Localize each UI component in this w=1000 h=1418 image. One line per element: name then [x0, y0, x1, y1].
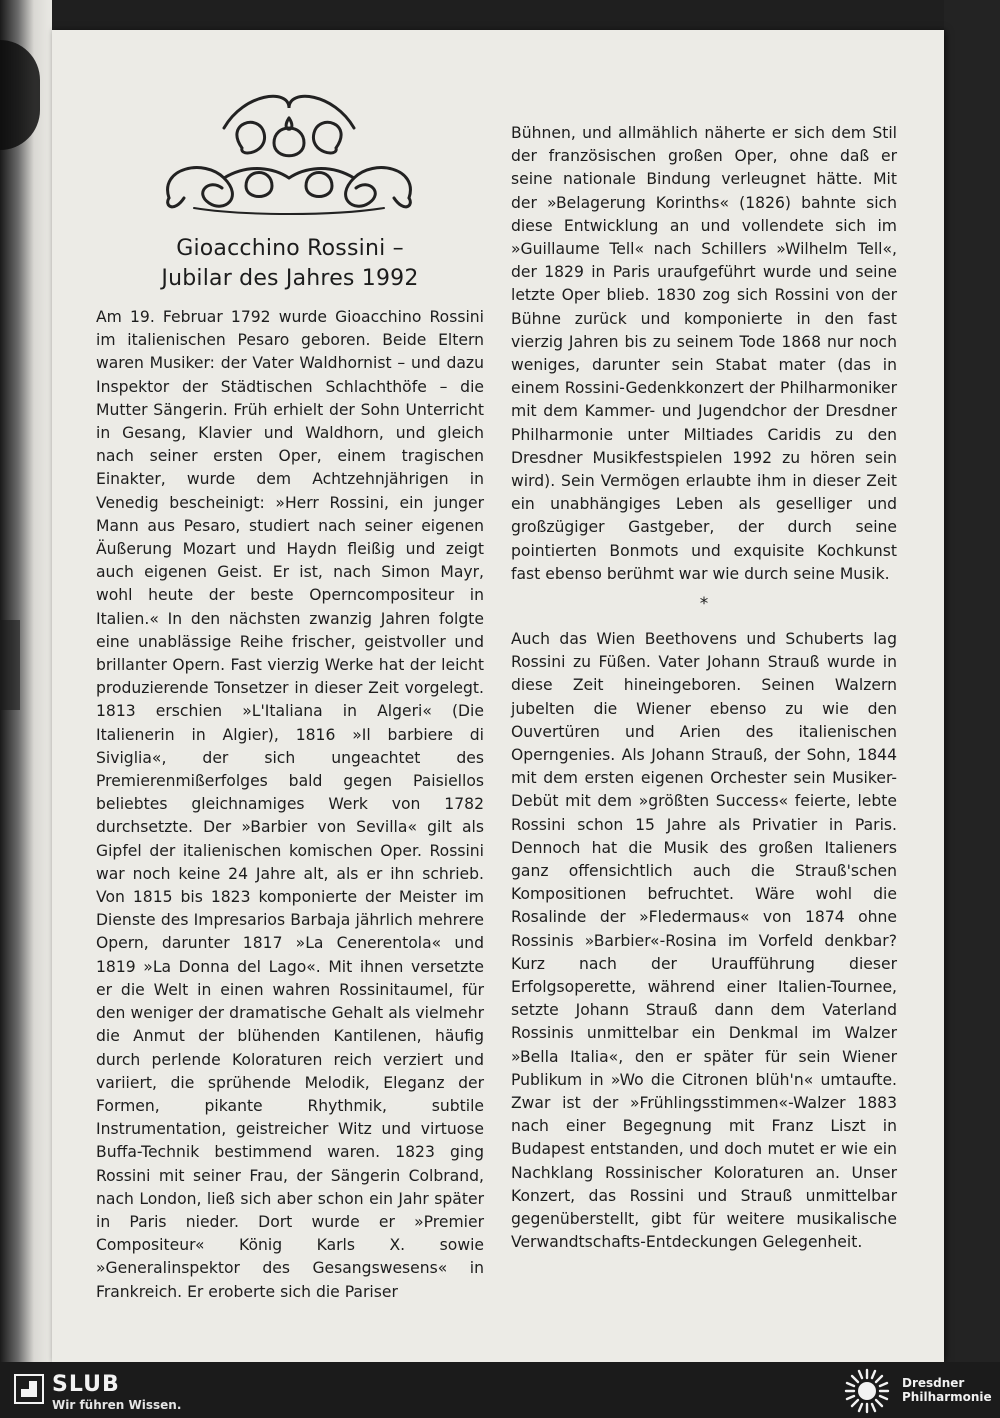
sunburst-logo-icon[interactable]: [842, 1366, 892, 1416]
scan-right-edge: [944, 0, 1000, 1362]
title-line: Jubilar des Jahres 1992: [161, 266, 419, 291]
title-line: Gioacchino Rossini –: [176, 236, 404, 261]
slub-logo-icon[interactable]: [14, 1374, 44, 1404]
dresdner-philharmonie-label[interactable]: [902, 1376, 992, 1404]
slub-name[interactable]: SLUB: [52, 1372, 120, 1397]
left-column-text: Am 19. Februar 1792 wurde Gioacchino Rossini im italienischen Pesaro geboren. Beide Eltern waren Musiker: der Vater Waldhornist – und dazu Inspektor der Städtischen Schlachthöfe – die Mutter Sängerin. Früh erhielt der Sohn Unterricht in Gesang, Klavier und Waldhorn, und gleich nach seiner ersten Oper, einem tragischen Einakter, wurde dem Achtzehnjährigen in Venedig bescheinigt: »Herr Rossini, ein junger Mann aus Pesaro, studiert nach seiner eigenen Äußerung Mozart und Haydn fleißig und zeigt auch eigenen Geist. Er ist, nach Simon Mayr, wohl heute der beste Operncompositeur in Italien.« In den nächsten zwanzig Jahren folgte eine unablässige Reihe frischer, geistvoller und brillanter Opern. Fast vierzig Werke hat der leicht produzierende Tonsetzer in dieser Zeit vorgelegt. 1813 erschien »L'Italiana in Algeri« (Die Italienerin in Algier), 1816 »Il barbiere di Siviglia«, der sich ungeachtet des Premierenmißerfolges bald gegen Paisiellos beliebtes gleichnamiges Werk von 1782 durchsetzte. Der »Barbier von Sevilla« gilt als Gipfel der italienischen komischen Oper. Rossini war noch keine 24 Jahre alt, als er ihn schrieb. Von 1815 bis 1823 komponierte der Meister im Dienste des Impresarios Barbaja jährlich mehrere Opern, darunter 1817 »La Cenerentola« und 1819 »La Donna del Lago«. Mit ihnen versetzte er die Welt in einen wahren Rossinitaumel, für den weniger der dramatische Gehalt als vielmehr die Anmut der blühenden Kantilenen, häufig durch perlende Koloraturen reich verziert und variiert, die sprühende Melodik, Eleganz der Formen, pikante Rhythmik, subtile Instrumentation, geistreicher Witz und virtuose Buffa-Technik bestimmend waren. 1823 ging Rossini mit seiner Frau, der Sängerin Colbrand, nach London, ließ sich aber schon ein Jahr später in Paris nieder. Dort wurde er »Premier Compositeur« König Karls X. sowie »Generalinspektor des Gesangswesens« in Frankreich. Er eroberte sich die Pariser: [96, 308, 484, 1301]
section-separator: *: [699, 594, 709, 614]
decorative-scroll-ornament-icon: [164, 88, 414, 218]
scan-shadow: [0, 620, 20, 710]
document-page: [52, 30, 944, 1362]
footer-bar: [0, 1362, 1000, 1418]
right-column-text-bottom: Auch das Wien Beethovens und Schuberts lag Rossini zu Füßen. Vater Johann Strauß wurde in diese Zeit hineingeboren. Seinen Walzern jubelten die Wiener ebenso zu wie den Ouvertüren und Arien des italienischen Operngenies. Als Johann Strauß, der Sohn, 1844 mit dem ersten eigenen Orchester sein Musiker-Debüt mit dem »größten Success« feierte, lebte Rossini schon 15 Jahre als Privatier in Paris. Dennoch hat die Musik des großen Italieners ganz offensichtlich auch die Strauß'schen Kompositionen befruchtet. Wäre wohl die Rosalinde der »Fledermaus« von 1874 ohne Rossinis »Barbier«-Rosina im Vorfeld denkbar? Kurz nach der Uraufführung dieser Erfolgsoperette, während einer Italien-Tournee, setzte Johann Strauß dann dem Vaterland Rossinis unmittelbar ein Denkmal im Walzer »Bella Italia«, den er später für sein Wiener Publikum in »Wo die Citronen blüh'n« umtaufte. Zwar ist der »Frühlingsstimmen«-Walzer 1883 nach einer Begegnung mit Franz Liszt in Budapest entstanden, und doch mutet er wie ein Nachklang Rossinischer Koloraturen an. Unser Konzert, das Rossini und Strauß unmittelbar gegenüberstellt, gibt für weitere musikalische Verwandtschafts-Entdeckungen Gelegenheit.: [511, 630, 897, 1252]
slub-tagline: Wir führen Wissen.: [52, 1398, 182, 1412]
dp-line: Dresdner: [902, 1376, 965, 1390]
article-title: [140, 234, 440, 294]
scan-shadow: [0, 40, 40, 150]
dp-line: Philharmonie: [902, 1390, 992, 1404]
right-column-text-top: Bühnen, und allmählich näherte er sich dem Stil der französischen großen Oper, ohne daß er seine nationale Bindung verleugnet hätte. Mit der »Belagerung Korinths« (1826) bahnte sich diese Entwicklung an und vollendete sich im »Guillaume Tell« nach Schillers »Wilhelm Tell«, der 1829 in Paris uraufgeführt wurde und seine letzte Oper blieb. 1830 zog sich Rossini von der Bühne zurück und komponierte in den fast vierzig Jahren bis zu seinem Tode 1868 nur noch weniges, darunter sein Stabat mater (das in einem Rossini-Gedenkkonzert der Philharmoniker mit dem Kammer- und Jugendchor der Dresdner Philharmonie unter Miltiades Caridis zu den Dresdner Musikfestspielen 1992 zu hören sein wird). Sein Vermögen erlaubte ihm in dieser Zeit ein unabhängiges Leben als geselliger und großzügiger Gastgeber, der durch seine pointierten Bonmots und exquisite Kochkunst fast ebenso berühmt war wie durch seine Musik.: [511, 124, 897, 583]
scan-left-edge: [0, 0, 52, 1362]
scan-top-edge: [52, 0, 1000, 30]
